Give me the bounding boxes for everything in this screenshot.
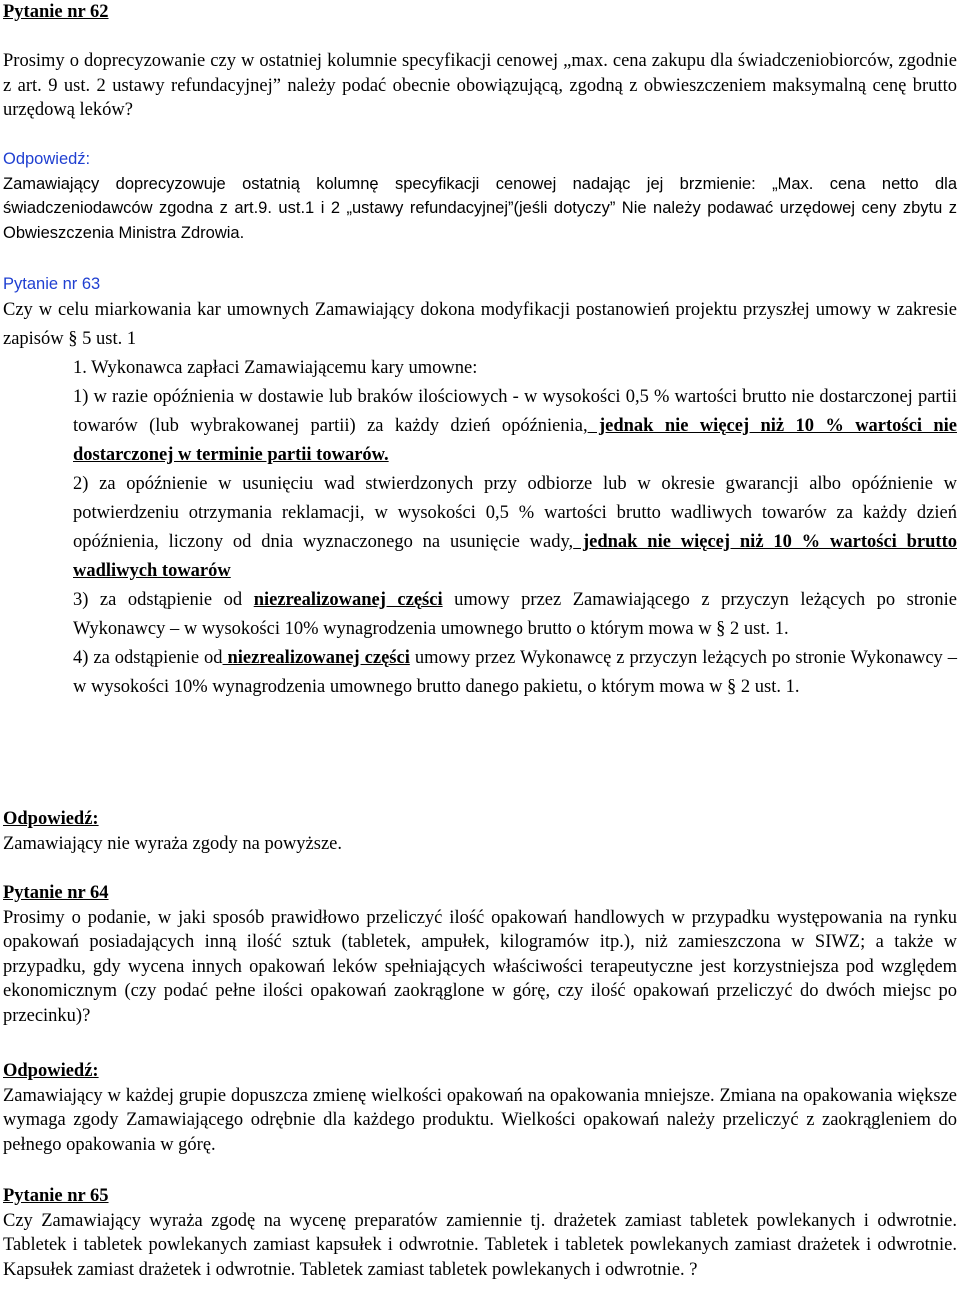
question-62-heading	[3, 0, 957, 25]
clause-point-2: 2) za opóźnienie w usunięciu wad stwierdzonych przy odbiorze lub w okresie gwarancji albo opóźnienie w potwierdzeniu otrzymania reklamacji, w wysokości 0,5 % wartości brutto wadliwych towarów za każdy dzień opóźnienia, liczony od dnia wyznaczonego na usunięcie wady, jednak nie więcej niż 10 % wartości brutto wadliwych towarów	[73, 474, 957, 581]
question-62-text: Prosimy o doprecyzowanie czy w ostatniej kolumnie specyfikacji cenowej „max. cena zakupu dla świadczeniobiorców, zgodnie z art. 9 ust. 2 ustawy refundacyjnej” należy podać obecnie obowiązującą, zgodną z obwieszczeniem maksymalną cenę brutto urzędową leków?	[3, 51, 957, 120]
answer-63	[3, 807, 957, 856]
answer-text: Zamawiający w każdej grupie dopuszcza zmienę wielkości opakowań na opakowania mniejsze. Zmiana na opakowania większe wymaga zgody Zamawiającego odrębnie dla każdego produktu. Wielkości opakowań należy przeliczyć z zaokrągleniem do pełnego opakowania w górę.	[3, 1085, 957, 1155]
answer-label: Odpowiedź:	[3, 1061, 99, 1081]
contract-clause	[3, 354, 957, 702]
question-63-intro: Czy w celu miarkowania kar umownych Zamawiający dokona modyfikacji postanowień projektu przyszłej umowy w zakresie zapisów § 5 ust. 1	[3, 300, 957, 349]
question-heading: Pytanie nr 64	[3, 883, 109, 903]
question-65	[3, 1184, 957, 1282]
answer-label: Odpowiedź:	[3, 809, 99, 829]
clause-point-4: 4) za odstąpienie od niezrealizowanej części umowy przez Wykonawcę z przyczyn leżących po stronie Wykonawcy – w wysokości 10% wynagrodzenia umownego brutto danego pakietu, o którym mowa w § 2 ust. 1.	[73, 648, 958, 697]
answer-text: Zamawiający nie wyraża zgody na powyższe.	[3, 833, 343, 854]
question-heading: Pytanie nr 62	[3, 2, 109, 22]
clause-point-3: 3) za odstąpienie od niezrealizowanej części umowy przez Zamawiającego z przyczyn leżących po stronie Wykonawcy – w wysokości 10% wynagrodzenia umownego brutto o którym mowa w § 2 ust. 1.	[73, 590, 957, 639]
question-63-body	[3, 296, 957, 702]
clause-point-1: 1) w razie opóźnienia w dostawie lub braków ilościowych - w wysokości 0,5 % wartości brutto nie dostarczonej partii towarów (lub wybrakowanej partii) za każdy dzień opóźnienia, jednak nie więcej niż 10 % wartości nie dostarczonej w terminie partii towarów.	[73, 387, 957, 465]
answer-62	[3, 147, 957, 245]
question-text: Czy Zamawiający wyraża zgodę na wycenę preparatów zamiennie tj. drażetek zamiast tabletek powlekanych i odwrotnie. Tabletek i tabletek powlekanych zamiast kapsułek i odwrotnie. Tabletek i tabletek powlekanych zamiast drażetek i odwrotnie. Kapsułek zamiast drażetek i odwrotnie. Tabletek zamiast tabletek powlekanych i odwrotnie. ?	[3, 1210, 957, 1280]
answer-64	[3, 1059, 957, 1157]
clause-title: 1. Wykonawca zapłaci Zamawiającemu kary umowne:	[73, 358, 478, 378]
question-heading: Pytanie nr 65	[3, 1186, 109, 1206]
question-63-heading	[3, 272, 957, 297]
question-64	[3, 881, 957, 1028]
question-text: Prosimy o podanie, w jaki sposób prawidłowo przeliczyć ilość opakowań handlowych w przypadku występowania na rynku opakowań posiadających inną ilość sztuk (tabletek, ampułek, kilogramów itp.), niż zamieszczona w SIWZ; a także w przypadku, gdy wycena innych opakowań leków spełniających właściwości terapeutyczne jest korzystniejsza pod względem ekonomicznym (czy podać pełne ilości opakowań zaokrąglone w górę, czy ilość opakowań przeliczyć do dwóch miejsc po przecinku)?	[3, 907, 957, 1026]
question-heading: Pytanie nr 63	[3, 275, 101, 293]
answer-text: Zamawiający doprecyzowuje ostatnią kolumnę specyfikacji cenowej nadając jej brzmienie: „Max. cena netto dla świadczeniodawców zgodna z art.9. ust.1 i 2 „ustawy refundacyjnej”(jeśli dotyczy” Nie należy podawać urzędowej ceny zbytu z Obwieszczenia Ministra Zdrowia.	[3, 174, 957, 242]
answer-label: Odpowiedź:	[3, 150, 91, 168]
